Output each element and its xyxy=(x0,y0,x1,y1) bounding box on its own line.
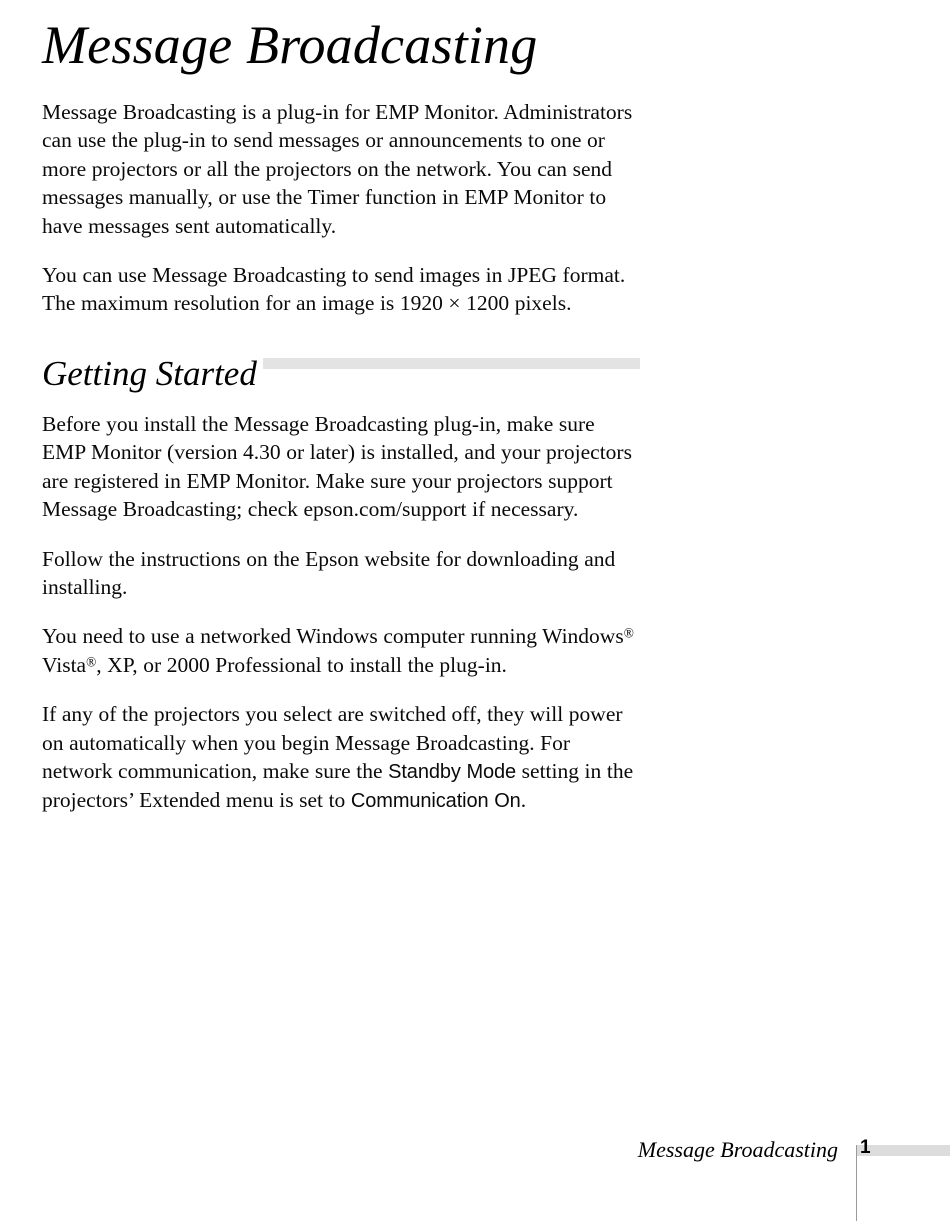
registered-trademark-icon: ® xyxy=(86,654,97,670)
getting-started-body xyxy=(42,410,642,816)
registered-trademark-icon: ® xyxy=(623,625,634,641)
standby-note-text-part2: setting in the projectors’ Extended menu is set to xyxy=(42,759,634,813)
standby-note-text-part1: If any of the projectors you select are switched off, they will power on automatically when you begin Message Broadcasting. For network communication, make sure the xyxy=(42,702,623,784)
intro-paragraph-1: Message Broadcasting is a plug-in for EMP Monitor. Administrators can use the plug-in to send messages or announcements to one or more projectors or all the projectors on the network. You can send messages manually, or use the Timer function in EMP Monitor to have messages sent automatically. xyxy=(42,100,633,238)
windows-requirement-text-part3: , XP, or 2000 Professional to install the plug-in. xyxy=(96,652,507,677)
windows-requirement-text-part1: You need to use a networked Windows computer running Windows xyxy=(42,624,624,649)
getting-started-paragraph-3 xyxy=(42,622,642,679)
getting-started-paragraph-1: Before you install the Message Broadcasting plug-in, make sure EMP Monitor (version 4.30 or later) is installed, and your projectors are registered in EMP Monitor. Make sure your projectors support Message Broadcasting; check epson.com/support if necessary. xyxy=(42,412,632,522)
page-number: 1 xyxy=(860,1137,871,1158)
getting-started-paragraph-2: Follow the instructions on the Epson website for downloading and installing. xyxy=(42,546,616,600)
page-footer xyxy=(0,1131,950,1221)
menu-term-communication-on: Communication On xyxy=(350,790,521,813)
section-heading-block xyxy=(42,352,642,400)
windows-requirement-text-part2: Vista xyxy=(42,652,87,677)
getting-started-paragraph-4 xyxy=(42,700,642,816)
section-title-text: Getting Started xyxy=(42,354,263,393)
intro-paragraph-2: You can use Message Broadcasting to send images in JPEG format. The maximum resolution for an image is 1920 × 1200 pixels. xyxy=(42,263,626,316)
footer-divider xyxy=(856,1145,857,1221)
standby-note-text-part3: . xyxy=(520,788,527,813)
page-title: Message Broadcasting xyxy=(42,15,538,75)
intro-section xyxy=(42,98,642,318)
footer-document-title: Message Broadcasting xyxy=(637,1137,838,1162)
menu-term-standby-mode: Standby Mode xyxy=(388,761,517,784)
section-title xyxy=(42,352,263,396)
